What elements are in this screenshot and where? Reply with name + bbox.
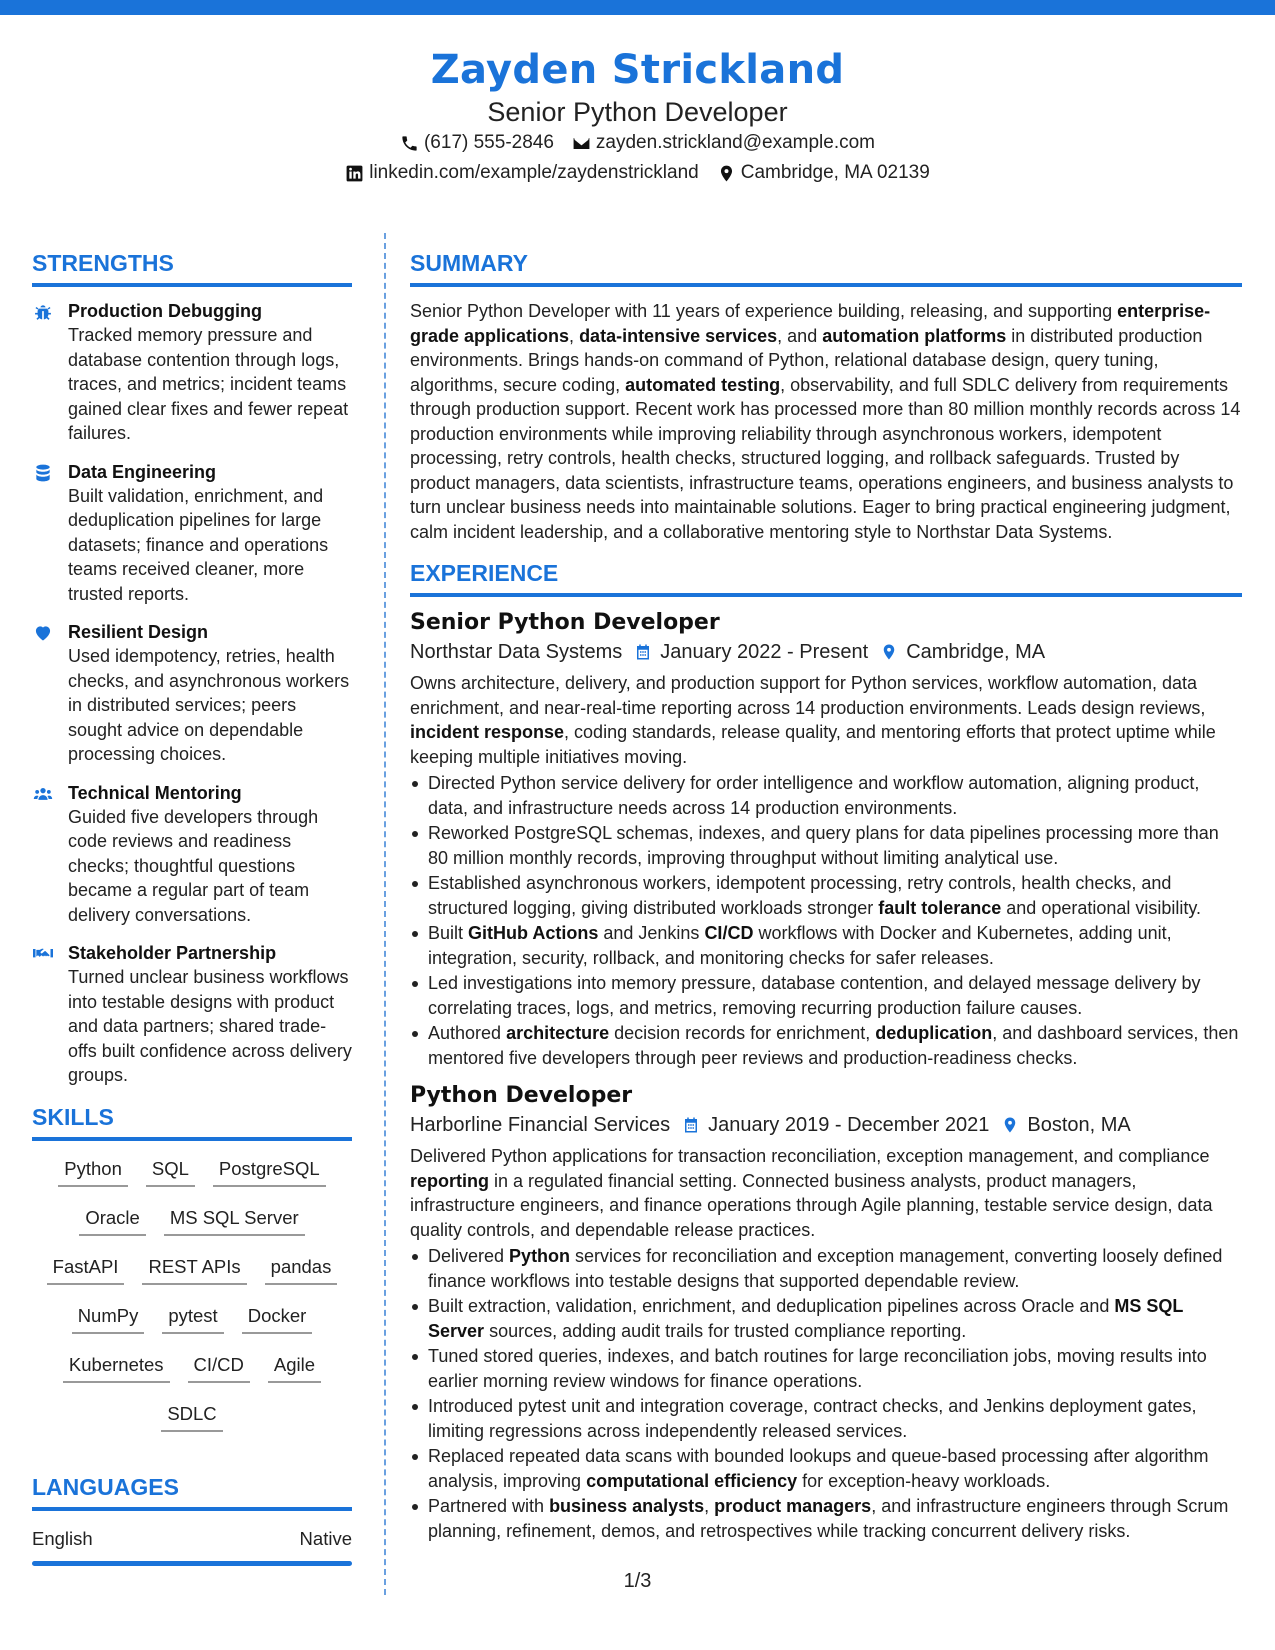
skill-tag: Docker bbox=[242, 1304, 313, 1334]
contact-phone bbox=[400, 128, 554, 158]
job-bullet: Replaced repeated data scans with bounded lookups and queue-based processing after algorithm analysis, improving computational efficiency for exception-heavy workloads. bbox=[410, 1444, 1242, 1493]
strength-title: Production Debugging bbox=[68, 301, 262, 321]
envelope-icon bbox=[572, 134, 591, 153]
summary-text: Senior Python Developer with 11 years of experience building, releasing, and supporting enterprise-grade applications, data-intensive services, and automation platforms in distributed production environments. Brings hands-on command of Python, relational database design, query tuning, algorithms, secure coding, automated testing, observability, and full SDLC delivery from requirements through production support. Recent work has processed more than 80 million monthly records across 14 production environments while improving reliability through asynchronous workers, idempotent processing, retry controls, health checks, structured logging, and rollback safeguards. Trusted by product managers, data scientists, infrastructure teams, operations engineers, and business analysts to turn unclear business needs into maintainable solutions. Eager to bring practical engineering judgment, calm incident leadership, and a collaborative mentoring style to Northstar Data Systems. bbox=[410, 301, 1241, 542]
language-name: English bbox=[32, 1527, 93, 1549]
job-company: Northstar Data Systems bbox=[410, 641, 623, 663]
skill-tag: REST APIs bbox=[142, 1255, 246, 1285]
strength-title: Data Engineering bbox=[68, 461, 217, 482]
map-pin-icon bbox=[717, 164, 736, 183]
location-text: Cambridge, MA 02139 bbox=[740, 162, 930, 183]
right-column bbox=[410, 248, 1242, 1555]
linkedin-text[interactable]: linkedin.com/example/zaydenstrickland bbox=[369, 162, 699, 183]
job-dates bbox=[682, 1110, 989, 1140]
candidate-headline: Senior Python Developer bbox=[487, 97, 788, 127]
language-proficiency-bar bbox=[32, 1561, 352, 1566]
job-meta bbox=[410, 637, 1242, 667]
strength-item bbox=[32, 941, 352, 1088]
left-column bbox=[32, 248, 352, 1566]
skill-tag: FastAPI bbox=[47, 1255, 125, 1285]
handshake-icon bbox=[32, 944, 54, 964]
candidate-name: Zayden Strickland bbox=[430, 47, 845, 93]
email-text[interactable]: zayden.strickland@example.com bbox=[595, 132, 875, 153]
skill-tag: CI/CD bbox=[188, 1353, 250, 1383]
users-icon bbox=[32, 784, 54, 804]
map-pin-icon bbox=[1001, 1115, 1019, 1135]
job-title: Senior Python Developer bbox=[410, 610, 720, 635]
job-bullet: Authored architecture decision records for enrichment, deduplication, and dashboard services, then mentored five developers through peer reviews and production-readiness checks. bbox=[410, 1021, 1242, 1070]
resume-header bbox=[0, 44, 1275, 188]
strength-desc: Built validation, enrichment, and deduplication pipelines for large datasets; finance and operations teams received cleaner, more trusted reports. bbox=[68, 485, 329, 604]
job-bullet: Delivered Python services for reconciliation and exception management, converting loosely defined finance workflows into testable designs that supported dependable review. bbox=[410, 1244, 1242, 1293]
skill-tag: pandas bbox=[265, 1255, 338, 1285]
strength-item bbox=[32, 620, 352, 767]
skill-tag: PostgreSQL bbox=[213, 1157, 326, 1187]
summary-title: SUMMARY bbox=[410, 248, 1242, 287]
contact-email[interactable] bbox=[572, 128, 875, 158]
job-bullet: Directed Python service delivery for order intelligence and workflow automation, aligning product, data, and infrastructure needs across 14 production environments. bbox=[410, 771, 1242, 820]
language-level: Native bbox=[299, 1527, 352, 1549]
job-meta bbox=[410, 1110, 1242, 1140]
skills-title: SKILLS bbox=[32, 1102, 352, 1141]
skill-tag: Python bbox=[58, 1157, 128, 1187]
job-company: Harborline Financial Services bbox=[410, 1114, 671, 1136]
job-description: Delivered Python applications for transaction reconciliation, exception management, and compliance reporting in a regulated financial setting. Connected business analysts, product managers, infrastructure engineers, and finance operations through Agile planning, testable service design, data quality controls, and dependable release practices. bbox=[410, 1146, 1213, 1240]
skill-tag: Oracle bbox=[79, 1206, 146, 1236]
database-icon bbox=[32, 463, 54, 483]
top-accent-bar bbox=[0, 0, 1275, 15]
contact-linkedin[interactable] bbox=[345, 158, 699, 188]
calendar-icon bbox=[634, 642, 652, 662]
strengths-list bbox=[32, 299, 352, 1088]
skill-tag: SDLC bbox=[161, 1402, 222, 1432]
job-bullet: Tuned stored queries, indexes, and batch routines for large reconciliation jobs, moving results into earlier morning review windows for finance operations. bbox=[410, 1344, 1242, 1393]
skill-tag: NumPy bbox=[72, 1304, 145, 1334]
job-bullet: Built extraction, validation, enrichment, and deduplication pipelines across Oracle and MS SQL Server sources, adding audit trails for trusted compliance reporting. bbox=[410, 1294, 1242, 1343]
strength-item bbox=[32, 460, 352, 607]
job-location-text: Boston, MA bbox=[1027, 1114, 1131, 1136]
strength-item bbox=[32, 299, 352, 446]
strengths-title: STRENGTHS bbox=[32, 248, 352, 287]
job-bullet: Established asynchronous workers, idempotent processing, retry controls, health checks, and structured logging, giving distributed workloads stronger fault tolerance and operational visibility. bbox=[410, 871, 1242, 920]
heart-icon bbox=[32, 623, 54, 643]
job-bullet: Built GitHub Actions and Jenkins CI/CD workflows with Docker and Kubernetes, adding unit, integration, security, rollback, and monitoring checks for safer releases. bbox=[410, 921, 1242, 970]
strength-desc: Tracked memory pressure and database contention through logs, traces, and metrics; incident teams gained clear fixes and fewer repeat failures. bbox=[68, 325, 349, 443]
job-bullet: Partnered with business analysts, product managers, and infrastructure engineers through Scrum planning, refinement, demos, and retrospectives while tracking concurrent delivery risks. bbox=[410, 1494, 1242, 1543]
job-location bbox=[880, 637, 1045, 667]
strength-desc: Used idempotency, retries, health checks, and asynchronous workers in distributed services; peers sought advice on dependable processing choices. bbox=[68, 646, 350, 764]
skill-tag: SQL bbox=[146, 1157, 195, 1187]
job-location bbox=[1001, 1110, 1130, 1140]
skill-tag: pytest bbox=[162, 1304, 223, 1334]
job-dates-text: January 2019 - December 2021 bbox=[708, 1114, 990, 1136]
strength-desc: Turned unclear business workflows into testable designs with product and data partners; shared trade-offs built confidence across delivery groups. bbox=[68, 967, 352, 1085]
job-title: Python Developer bbox=[410, 1083, 633, 1108]
contact-row-1 bbox=[0, 128, 1275, 158]
strength-title: Stakeholder Partnership bbox=[68, 943, 277, 963]
job-dates-text: January 2022 - Present bbox=[660, 641, 869, 663]
job-entry bbox=[410, 609, 1242, 1070]
experience-title: EXPERIENCE bbox=[410, 558, 1242, 597]
strength-title: Technical Mentoring bbox=[68, 782, 242, 803]
job-bullet: Reworked PostgreSQL schemas, indexes, and query plans for data pipelines processing more than 80 million monthly records, improving throughput without limiting analytical use. bbox=[410, 821, 1242, 870]
skill-tag: Agile bbox=[268, 1353, 321, 1383]
bug-icon bbox=[32, 302, 54, 322]
job-entry bbox=[410, 1082, 1242, 1543]
linkedin-icon bbox=[345, 164, 364, 183]
languages-title: LANGUAGES bbox=[32, 1472, 352, 1511]
job-location-text: Cambridge, MA bbox=[906, 641, 1046, 663]
job-description: Owns architecture, delivery, and production support for Python services, workflow automation, data enrichment, and near-real-time reporting across 14 production environments. Leads design reviews, incident response, coding standards, release quality, and mentoring efforts that protect uptime while keeping multiple initiatives moving. bbox=[410, 673, 1216, 767]
skills-list bbox=[32, 1155, 352, 1432]
job-bullet: Led investigations into memory pressure, database contention, and delayed message delivery by correlating traces, logs, and metrics, removing recurring production failure causes. bbox=[410, 971, 1242, 1020]
phone-icon bbox=[400, 134, 419, 153]
strength-desc: Guided five developers through code reviews and readiness checks; thoughtful questions became a regular part of team delivery conversations. bbox=[68, 806, 319, 925]
page-number: 1/3 bbox=[623, 1570, 652, 1592]
job-bullet: Introduced pytest unit and integration coverage, contract checks, and Jenkins deployment gates, limiting regressions across independently released services. bbox=[410, 1394, 1242, 1443]
job-bullets bbox=[410, 1244, 1242, 1543]
contact-location bbox=[717, 158, 930, 188]
calendar-icon bbox=[682, 1115, 700, 1135]
job-dates bbox=[634, 637, 868, 667]
job-bullets bbox=[410, 771, 1242, 1070]
strength-title: Resilient Design bbox=[68, 622, 209, 642]
skill-tag: MS SQL Server bbox=[164, 1206, 305, 1236]
strength-item bbox=[32, 781, 352, 928]
skill-tag: Kubernetes bbox=[63, 1353, 170, 1383]
column-divider bbox=[384, 233, 386, 1595]
contact-row-2 bbox=[0, 158, 1275, 188]
language-item bbox=[32, 1523, 352, 1551]
phone-text: (617) 555-2846 bbox=[423, 132, 554, 153]
map-pin-icon bbox=[880, 642, 898, 662]
